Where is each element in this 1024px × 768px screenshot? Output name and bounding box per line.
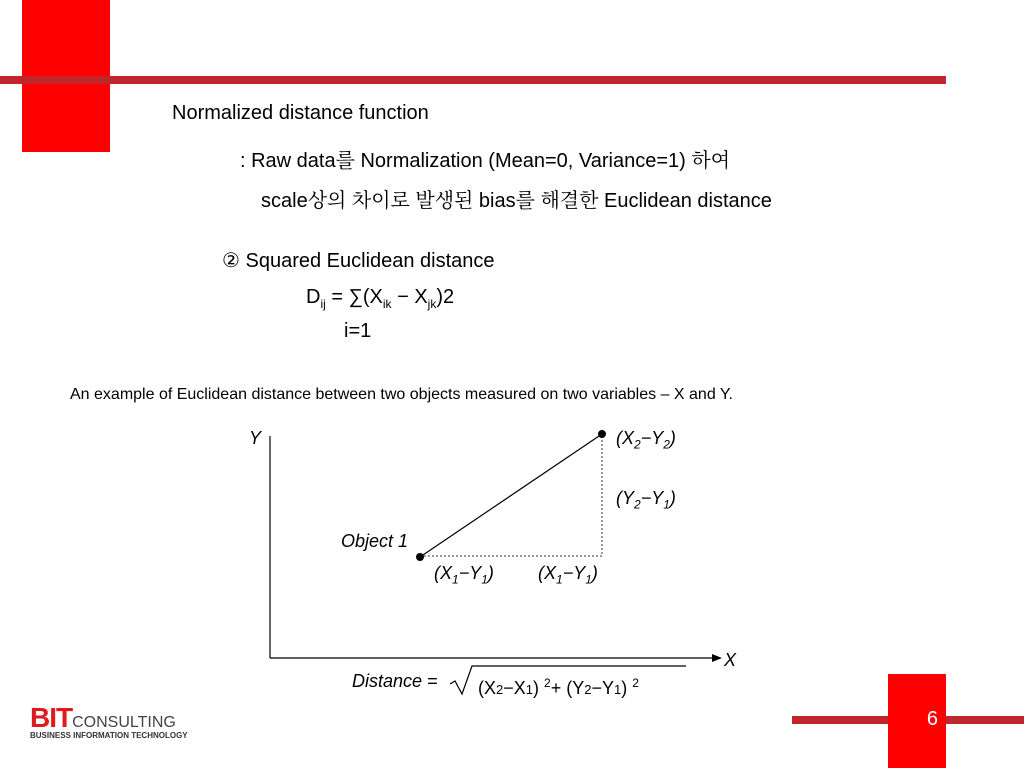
company-logo bbox=[30, 702, 176, 734]
formula-tail: )2 bbox=[436, 286, 455, 308]
distance-expression bbox=[478, 676, 639, 699]
slide-title: Normalized distance function bbox=[172, 102, 429, 124]
distance-line bbox=[420, 434, 602, 557]
dy-s1: 2 bbox=[634, 497, 641, 512]
dxa-mid: −Y bbox=[458, 563, 482, 583]
formula-minus: − X bbox=[391, 286, 428, 308]
dy-open: (Y bbox=[616, 488, 634, 508]
formula-x1-sub: ik bbox=[382, 297, 392, 311]
dxa-close: ) bbox=[487, 563, 494, 583]
dy-label bbox=[616, 488, 676, 512]
figure-caption: An example of Euclidean distance between two objects measured on two variables – X and Y. bbox=[70, 386, 733, 403]
de-p2: −X bbox=[503, 678, 526, 698]
dxb-mid: −Y bbox=[562, 563, 586, 583]
de-s3: 2 bbox=[584, 682, 592, 697]
y-axis-label: Y bbox=[249, 428, 262, 448]
de-s1: 2 bbox=[496, 682, 504, 697]
section-subhead: ② Squared Euclidean distance bbox=[222, 250, 495, 272]
de-p3: ) bbox=[533, 678, 539, 698]
formula-eq: = ∑(X bbox=[325, 286, 383, 308]
formula-x2-sub: jk bbox=[427, 297, 437, 311]
p2-s2: 2 bbox=[663, 437, 670, 452]
de-e1: 2 bbox=[544, 676, 551, 690]
object-1-point bbox=[416, 553, 424, 561]
de-p1: (X bbox=[478, 678, 496, 698]
x-axis-label: X bbox=[724, 650, 737, 670]
dx-label-a bbox=[434, 563, 494, 587]
de-e2: 2 bbox=[632, 676, 639, 690]
p2-close: ) bbox=[669, 428, 676, 448]
description-line-1: : Raw data를 Normalization (Mean=0, Variance=1) 하여 bbox=[240, 150, 731, 172]
dxb-s2: 1 bbox=[585, 572, 592, 587]
point-2-label bbox=[616, 428, 676, 452]
dxa-open: (X bbox=[434, 563, 452, 583]
distance-label: Distance = bbox=[352, 671, 438, 691]
dx-label-b bbox=[538, 563, 598, 587]
dxb-open: (X bbox=[538, 563, 556, 583]
formula-d-sub: ij bbox=[320, 297, 326, 311]
dy-close: ) bbox=[669, 488, 676, 508]
dxa-s2: 1 bbox=[481, 572, 488, 587]
object-2-point bbox=[598, 430, 606, 438]
p2-open: (X bbox=[616, 428, 634, 448]
formula-d: D bbox=[306, 286, 321, 308]
de-p4: + (Y bbox=[550, 678, 585, 698]
logo-tagline: BUSINESS INFORMATION TECHNOLOGY bbox=[30, 731, 188, 740]
dy-mid: −Y bbox=[640, 488, 664, 508]
p2-mid: −Y bbox=[640, 428, 664, 448]
de-s2: 1 bbox=[525, 682, 533, 697]
page-number: 6 bbox=[926, 708, 938, 730]
x-axis-arrow bbox=[712, 654, 722, 662]
description-line-2: scale상의 차이로 발생된 bias를 해결한 Euclidean distance bbox=[261, 190, 772, 212]
p2-s1: 2 bbox=[634, 437, 641, 452]
dxb-s1: 1 bbox=[556, 572, 563, 587]
de-p5: −Y bbox=[591, 678, 614, 698]
de-s4: 1 bbox=[613, 682, 622, 697]
logo-consulting: CONSULTING bbox=[72, 714, 176, 731]
de-p6: ) bbox=[621, 678, 628, 698]
logo-bit: BIT bbox=[30, 702, 73, 733]
dxb-close: ) bbox=[591, 563, 598, 583]
dy-s2: 1 bbox=[663, 497, 670, 512]
object-1-label: Object 1 bbox=[341, 531, 409, 551]
formula-index: i=1 bbox=[344, 320, 372, 342]
dxa-s1: 1 bbox=[452, 572, 459, 587]
